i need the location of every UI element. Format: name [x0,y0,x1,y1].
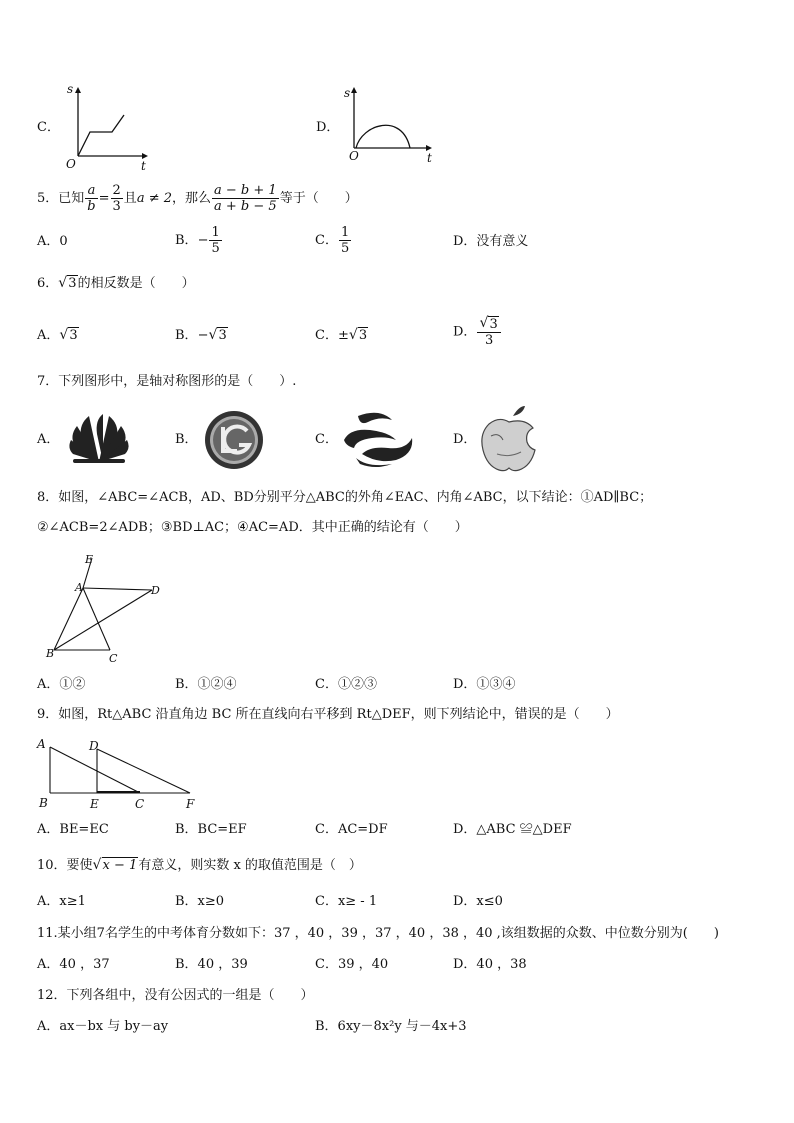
q9-option-d: D．△ABC ≌△DEF [453,822,572,837]
q7-option-a-label: A． [37,432,60,447]
q6-option-a: A． √ 3 [37,327,78,343]
q9-point-f: F [186,797,195,811]
q8-option-a: A．①② [37,677,86,692]
q10-option-a: A．x≥1 [37,894,86,909]
q10-stem: 10．要使 √ x − 1有意义，则实数 x 的取值范围是（ ） [37,857,362,873]
q8-point-b: B [46,647,55,660]
q9-point-a: A [37,737,46,751]
q4-c-axis-t: t [141,159,146,173]
q10-sqrt: √ x − 1 [92,857,138,873]
q11-option-b: B．40 ，39 [175,957,248,972]
q9-option-c: C．AC=DF [315,822,388,837]
q10-option-b: B．x≥0 [175,894,225,909]
q9-stem: 9．如图，Rt△ABC 沿直角边 BC 所在直线向右平移到 Rt△DEF，则下列结论中，错误的是（ ） [37,707,619,722]
q4-d-axis-s: s [344,86,351,100]
q5-fraction-2-3: $\frac{2}{3}$ [112,183,121,214]
q4-d-origin: O [349,149,359,163]
q4-c-origin: O [66,157,76,171]
q12-option-b: B．6xy－8x²y 与－4x+3 [315,1019,467,1034]
q5-option-a: A．0 [37,234,68,249]
q10-option-d: D．x≤0 [453,894,503,909]
q8-option-b: B．①②④ [175,677,237,692]
q8-stem-line2: ②∠ACB=2∠ADB；③BD⊥AC；④AC=AD．其中正确的结论有（ ） [37,520,468,535]
q6-option-d: D． √ 3 3 [453,317,502,348]
q5-equals: = [98,191,110,206]
q9-option-a: A．BE=EC [37,822,109,837]
q6-sqrt: √ 3 [58,275,77,291]
q8-triangle-diagram [40,552,175,667]
q5-fraction-a-b: $\frac{a}{b}$ [87,183,96,214]
q8-option-c: C．①②③ [315,677,377,692]
q7-option-c-label: C． [315,432,338,447]
q9-translation-diagram [40,735,210,810]
q10-option-c: C．x≥ - 1 [315,894,378,909]
q8-point-d: D [151,584,160,597]
q8-point-c: C [109,652,118,665]
q5-stem [37,183,358,214]
q5-cond-expr: a ≠ 2 [136,191,172,206]
q5-mid: ，那么 [172,191,212,206]
q9-point-d: D [89,739,99,753]
q5-suffix: 等于（ ） [279,191,358,206]
q7-swirl-logo-image [340,410,416,468]
q11-stem: 11.某小组7名学生的中考体育分数如下：37 ，40 ，39 ，37 ，40 ，38 ，40 ,该组数据的众数、中位数分别为( ) [37,926,719,941]
q7-option-d-label: D． [453,432,477,447]
q5-fraction-expr: $\frac{a - b + 1}{a + b - 5}$ [214,183,277,214]
q9-option-b: B．BC=EF [175,822,247,837]
q6-option-b: B．− √ 3 [175,327,227,343]
q6-option-c: C．± √ 3 [315,327,368,343]
q8-stem-line1: 8．如图，∠ABC=∠ACB，AD、BD分别平分△ABC的外角∠EAC、内角∠ABC，以下结论：①AD∥BC； [37,490,653,505]
q8-point-a: A [75,581,83,594]
q4-option-d-label: D． [316,120,340,135]
q7-option-b-label: B． [175,432,198,447]
q12-stem: 12．下列各组中，没有公因式的一组是（ ） [37,988,314,1003]
q7-apple-logo-image [477,402,541,474]
q5-prefix: 5．已知 [37,191,85,206]
q5-option-d: D．没有意义 [453,234,529,249]
q5-cond: 且 [123,191,137,206]
q7-fan-logo-image [63,412,135,466]
q9-point-b: B [39,796,48,810]
q5-option-b: B．− $\frac{1}{5}$ [175,225,220,256]
q4-c-axis-s: s [67,82,74,96]
q9-point-e: E [90,797,99,811]
q7-circle-logo-image [203,409,265,471]
q12-option-a: A．ax－bx 与 by－ay [37,1019,169,1034]
q8-option-d: D．①③④ [453,677,516,692]
q9-point-c: C [135,797,145,811]
q11-option-c: C．39 ，40 [315,957,389,972]
q4-option-c-label: C． [37,120,60,135]
q4-d-axis-t: t [427,151,432,165]
q6-stem: 6． √ 3的相反数是（ ） [37,275,195,291]
q7-stem: 7．下列图形中，是轴对称图形的是（ ）. [37,374,297,389]
q8-point-e: E [85,553,94,566]
q11-option-a: A．40 ，37 [37,957,110,972]
q5-option-c: C． $\frac{1}{5}$ [315,225,350,256]
q11-option-d: D．40 ，38 [453,957,527,972]
